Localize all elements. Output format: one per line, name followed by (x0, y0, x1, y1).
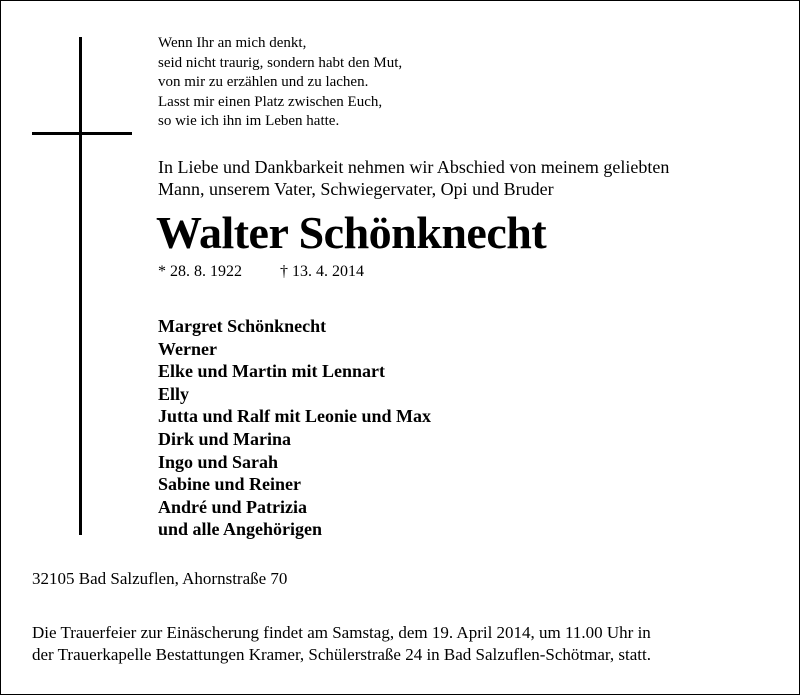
mourner-entry: Margret Schönknecht (158, 316, 327, 336)
farewell-intro (158, 157, 669, 200)
funeral-line: der Trauerkapelle Bestattungen Kramer, Schülerstraße 24 in Bad Salzuflen-Schötmar, statt. (32, 645, 651, 664)
life-dates (158, 262, 364, 282)
intro-line: In Liebe und Dankbarkeit nehmen wir Abschied von meinem geliebten (158, 157, 670, 177)
mourners-list (158, 315, 431, 541)
poem-line: Lasst mir einen Platz zwischen Euch, (158, 93, 383, 110)
family-address: 32105 Bad Salzuflen, Ahornstraße 70 (32, 569, 288, 588)
poem-line: so wie ich ihn im Leben hatte. (158, 113, 340, 129)
mourner-entry: Elke und Martin mit Lennart (158, 361, 386, 382)
poem-line: Wenn Ihr an mich denkt, (158, 35, 307, 51)
cross-icon-vertical-bar (79, 37, 82, 535)
mourner-entry: Sabine und Reiner (158, 474, 302, 495)
mourner-entry: André und Patrizia (158, 496, 308, 517)
birth-date: * 28. 8. 1922 (158, 263, 242, 280)
funeral-notice (32, 622, 651, 666)
mourner-entry: Werner (158, 338, 217, 359)
poem-verse (158, 34, 402, 132)
mourner-entry: Jutta und Ralf mit Leonie und Max (158, 406, 432, 427)
poem-line: seid nicht traurig, sondern habt den Mut, (158, 54, 403, 71)
intro-line: Mann, unserem Vater, Schwiegervater, Opi und Bruder (158, 178, 554, 199)
deceased-name: Walter Schönknecht (156, 207, 547, 258)
mourner-entry: Dirk und Marina (158, 428, 292, 449)
mourner-entry: Ingo und Sarah (158, 451, 279, 472)
death-date: † 13. 4. 2014 (280, 263, 364, 280)
mourner-entry: und alle Angehörigen (158, 519, 323, 540)
cross-icon-horizontal-bar (32, 132, 132, 135)
poem-line: von mir zu erzählen und zu lachen. (158, 74, 369, 90)
mourner-entry: Elly (158, 383, 190, 404)
funeral-line: Die Trauerfeier zur Einäscherung findet am Samstag, dem 19. April 2014, um 11.00 Uhr in (32, 623, 651, 642)
